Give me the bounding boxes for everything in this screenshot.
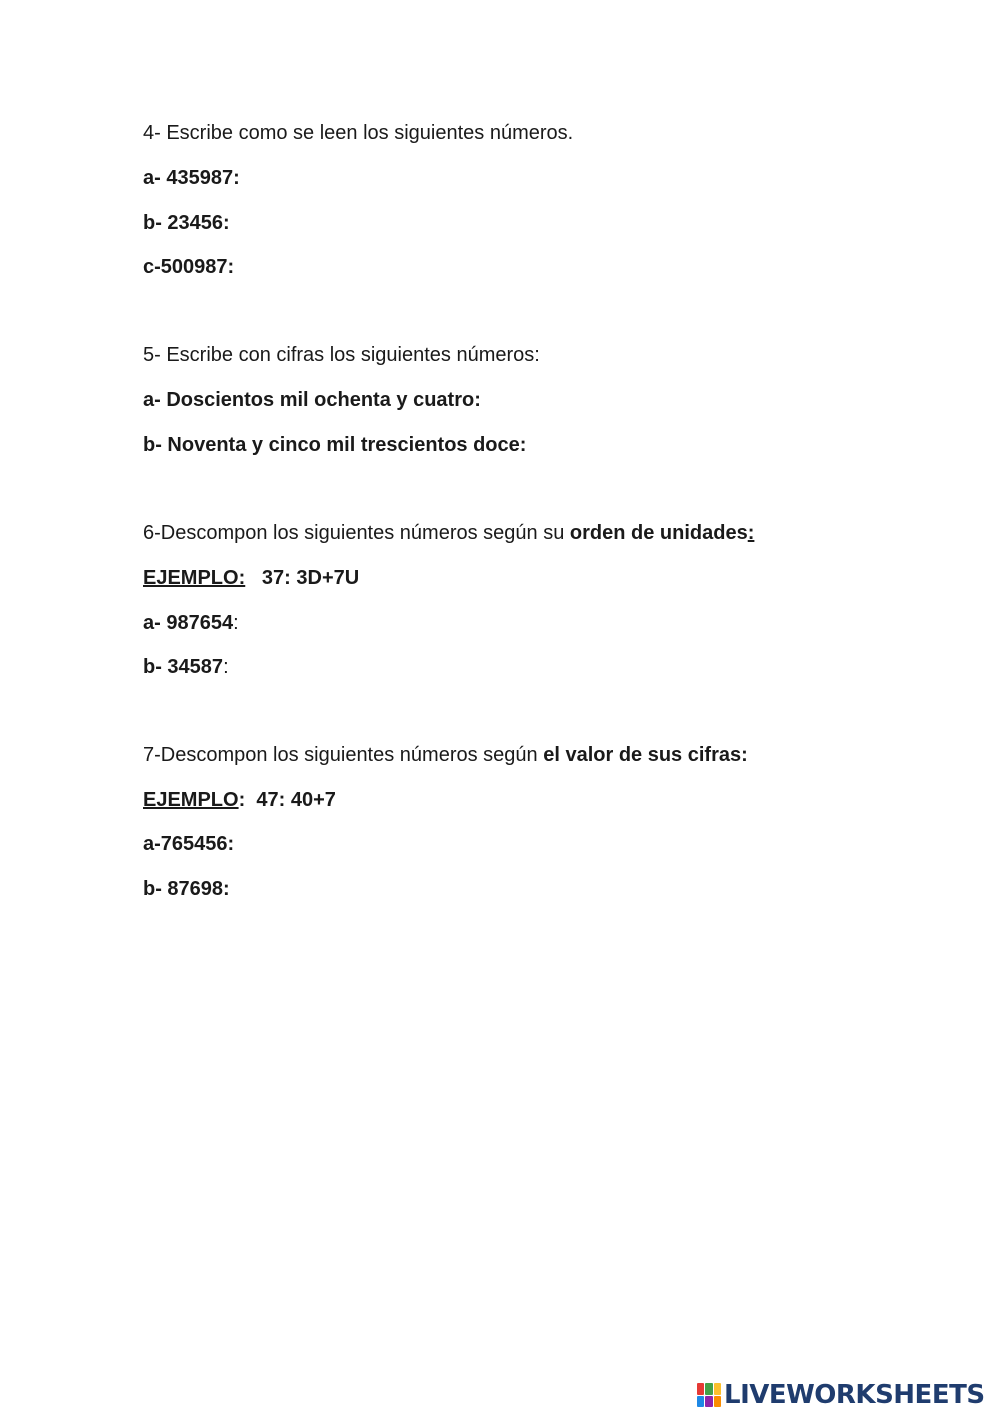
question-5-item-b: b- Noventa y cinco mil trescientos doce:	[143, 434, 527, 456]
logo-square-1	[697, 1383, 704, 1395]
question-6-item-b-colon: :	[223, 656, 229, 678]
logo-square-4	[697, 1396, 704, 1408]
question-7-item-b: b- 87698:	[143, 878, 230, 900]
liveworksheets-logo	[697, 1378, 985, 1412]
question-6-item-a-label: a- 987654	[143, 612, 234, 634]
liveworksheets-logo-text: LIVEWORKSHEETS	[724, 1380, 985, 1410]
question-7-example-label: EJEMPLO	[143, 789, 239, 811]
logo-square-6	[714, 1396, 721, 1408]
question-6-item-a-colon: :	[233, 612, 239, 634]
logo-square-2	[705, 1383, 712, 1395]
question-6-example-label: EJEMPLO:	[143, 567, 246, 589]
question-5-prompt: 5- Escribe con cifras los siguientes números:	[143, 344, 540, 366]
question-6-item-b	[143, 654, 229, 680]
question-4-prompt: 4- Escribe como se leen los siguientes números.	[143, 122, 574, 144]
question-6-prompt	[143, 520, 754, 546]
question-6-prompt-emphasis: orden de unidades	[569, 522, 748, 544]
question-7-example-colon: :	[238, 789, 246, 811]
logo-square-3	[714, 1383, 721, 1395]
question-7-prompt-text: 7-Descompon los siguientes números según	[143, 744, 544, 766]
question-7-item-a: a-765456:	[143, 833, 235, 855]
question-7-example-value: 47: 40+7	[256, 789, 336, 811]
question-4-item-c: c-500987:	[143, 256, 235, 278]
question-4-item-b: b- 23456:	[143, 212, 230, 234]
question-7-prompt-emphasis: el valor de sus cifras:	[543, 744, 748, 766]
question-6-item-b-label: b- 34587	[143, 656, 224, 678]
logo-square-5	[705, 1396, 712, 1408]
question-6-example	[143, 565, 359, 591]
question-6-item-a	[143, 610, 239, 636]
liveworksheets-logo-icon	[697, 1383, 721, 1407]
question-7-prompt	[143, 742, 748, 768]
question-6-prompt-colon: :	[747, 522, 755, 544]
question-6-example-value: 37: 3D+7U	[261, 567, 360, 589]
question-5-item-a: a- Doscientos mil ochenta y cuatro:	[143, 389, 481, 411]
question-7-example	[143, 787, 336, 813]
question-6-prompt-text: 6-Descompon los siguientes números según su	[143, 522, 570, 544]
question-4-item-a: a- 435987:	[143, 167, 240, 189]
